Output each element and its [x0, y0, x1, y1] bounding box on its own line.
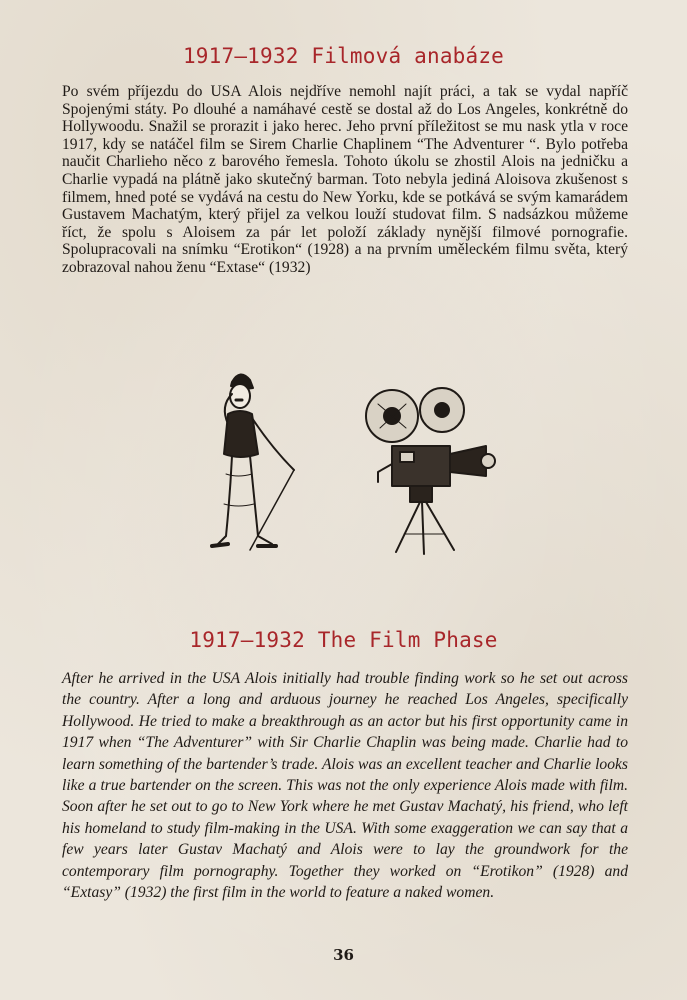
section-title-english: 1917—1932 The Film Phase — [189, 628, 498, 652]
film-camera-sketch-icon — [366, 388, 495, 554]
section-title-czech: 1917—1932 Filmová anabáze — [182, 44, 505, 68]
body-text-czech: Po svém příjezdu do USA Alois nejdříve nemohl najít práci, a tak se vydal napříč Spojenými státy. Po dlouhé a namáhavé cestě se dostal až do Los Angeles, konkrétně do Hollywoodu. Snažil se prorazit i jako herec. Jeho první příležitost se mu nask ytla v roce 1917, kdy se natáčel film se Sirem Charlie Chaplinem “The Adventurer “. Bylo potřeba naučit Charlieho něco z barového řemesla. Tohoto úkolu se zhostil Alois na jedničku a Charlie vypadá na plátně jako skutečný barman. Toto nebyla jediná Aloisova zkušenost s filmem, hned poté se vydává na cestu do New Yorku, kde se potkává se svým kamarádem Gustavem Machatým, který přijel za velkou louží studovat film. S nadsázkou můžeme říct, že spolu s Aloisem za pár let položí základy nynější filmové pornografie. Spolupracovali na snímku “Erotikon“ (1928) a na prvním uměleckém filmu světa, který zobrazoval nahou ženu “Extase“ (1932) — [62, 83, 628, 276]
page-number: 36 — [333, 946, 354, 964]
illustrations — [0, 364, 687, 564]
body-text-english: After he arrived in the USA Alois initially had trouble finding work so he set out across the country. After a long and arduous journey he reached Los Angeles, specifically Hollywood. He tried to make a breakthrough as an actor but his first opportunity came in 1917 when “The Adventurer” with Sir Charlie Chaplin was being made. Charlie had to learn something of the bartender’s trade. Alois was an excellent teacher and Charlie looks like a true bartender on the screen. This was not the only experience Alois made with film. Soon after he set out to go to New York where he met Gustav Machatý, his friend, who left his homeland to study film-making in the USA. With some exaggeration we can say that a few years later Gustav Machatý and Alois were to lay the groundwork for the contemporary film pornography. Together they worked on “Erotikon” (1928) and “Extasy” (1932) the first film in the world to feature a naked women. — [62, 670, 628, 902]
chaplin-sketch-icon — [212, 374, 294, 550]
